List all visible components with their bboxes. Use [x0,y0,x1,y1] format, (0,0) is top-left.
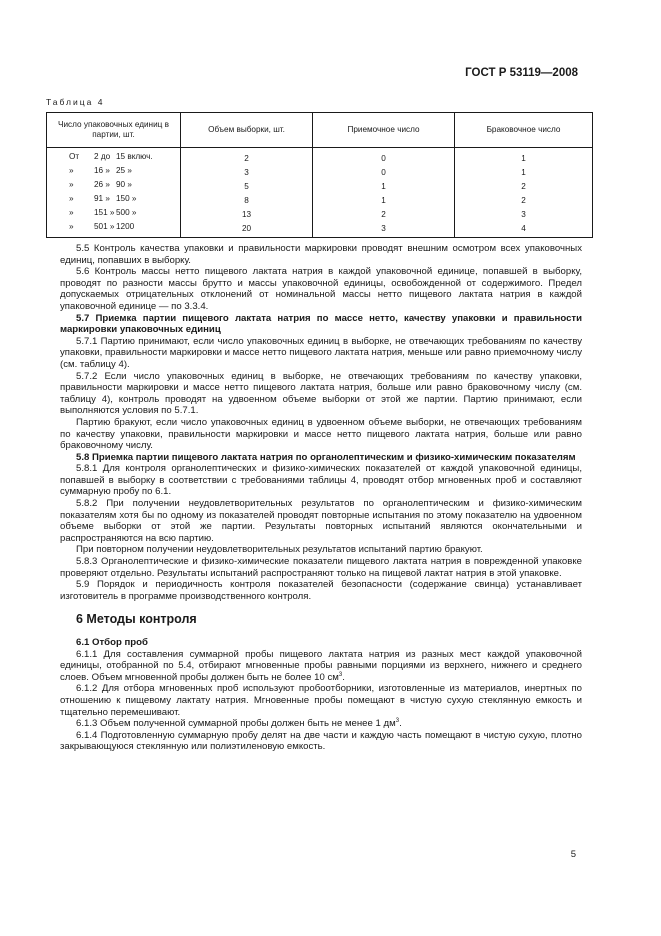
rejection-number-cell: 1 [455,148,593,166]
acceptance-number-cell: 2 [313,207,455,221]
paragraph-6-1-3 [60,718,582,730]
paragraph-6-1-1 [60,649,582,684]
range-part: » [69,166,74,175]
section-6-title: 6 Методы контроля [76,612,197,627]
range-part: » [69,180,74,189]
paragraph-5-7-1: 5.7.1 Партию принимают, если число упаковочных единиц в выборке, не отвечающих требованиям по качеству упаковки, правильности маркировки и массе нетто пищевого лактата натрия, меньше или равно приемочному числу (см. таблицу 4). [60,335,582,370]
lot-size-range [47,193,187,204]
range-part: 501 » [94,222,115,231]
sampling-table [46,112,593,238]
table-row [47,193,593,207]
table-row [47,221,593,238]
acceptance-number-cell: 1 [313,193,455,207]
lot-size-range [47,165,187,176]
range-part: 25 » [116,166,132,175]
col-header-sample-size: Объем выборки, шт. [181,113,313,148]
lot-size-cell [47,221,181,238]
lot-size-cell [47,148,181,166]
paragraph-6-1-3-text: 6.1.3 Объем полученной суммарной пробы должен быть не менее 1 дм [76,718,396,730]
range-part: 1200 [116,222,135,231]
table-row [47,179,593,193]
lot-size-range [47,179,187,190]
sample-size-cell: 5 [181,179,313,193]
paragraph-5-8-3: 5.8.3 Органолептические и физико-химические показатели пищевого лактата натрия в поврежденной упаковке проверяют отдельно. Результаты испытаний распространяют только на пищевой лактат натрия в этой упаковке. [60,556,582,579]
col-header-lot-size: Число упаковочных единиц в партии, шт. [47,113,181,148]
table-caption: Таблица 4 [46,97,105,107]
paragraph-6-1-1-text: 6.1.1 Для составления суммарной пробы пищевого лактата натрия из разных мест каждой упаковочной единицы, отобранной по 5.4, отбирают мгновенные пробы равными порциями из верхнего, нижнего и среднего слоев. Объем мгновенной пробы должен быть не более 10 см [60,648,582,683]
paragraph-5-8-1: 5.8.1 Для контроля органолептических и физико-химических показателей от каждой упаковочной единицы, попавшей в выборку в соответствии с требованиями таблицы 4, проводят отбор мгновенных проб и составляют суммарную пробу по 6.1. [60,463,582,498]
sample-size-cell: 13 [181,207,313,221]
paragraph-end-mark: . [342,671,345,683]
paragraph-5-8-2-reject: При повторном получении неудовлетворительных результатов испытаний партию бракуют. [76,544,483,556]
document-body [60,243,582,753]
table-row [47,207,593,221]
acceptance-number-cell: 3 [313,221,455,238]
paragraph-5-9: 5.9 Порядок и периодичность контроля показателей безопасности (содержание свинца) устанавливает изготовитель в программе производственного контроля. [60,579,582,602]
rejection-number-cell: 2 [455,193,593,207]
range-part: 15 включ. [116,152,153,161]
rejection-number-cell: 1 [455,165,593,179]
paragraph-end-mark: . [399,718,402,730]
acceptance-number-cell: 1 [313,179,455,193]
range-part: » [69,208,74,217]
sample-size-cell: 8 [181,193,313,207]
col-header-rejection-number: Браковочное число [455,113,593,148]
range-part: 2 до [94,152,111,161]
paragraph-5-8-2: 5.8.2 При получении неудовлетворительных результатов по органолептическим и физико-химическим показателям хотя бы по одному из показателей проводят повторные испытания по этому показателю на удвоенном объеме выборки от этой же партии. Результаты повторных испытаний являются окончательными и распространяются на всю партию. [60,498,582,544]
unit-exponent: 3 [338,671,343,678]
range-part: » [69,222,74,231]
col-header-acceptance-number: Приемочное число [313,113,455,148]
heading-6-1: 6.1 Отбор проб [76,637,148,648]
table-header-row [47,113,593,148]
sample-size-cell: 20 [181,221,313,238]
lot-size-cell [47,207,181,221]
paragraph-5-7-2: 5.7.2 Если число упаковочных единиц в выборке, не отвечающих требованиям по качеству упаковки, правильности маркировки и массе нетто пищевого лактата натрия, больше или равно браковочному числу (см. таблицу 4), контроль проводят на удвоенном объеме выборки от этой же партии. Партию принимают, если выполняются условия по 5.7.1. [60,370,582,417]
range-part: 90 » [116,180,132,189]
range-part: 500 » [116,208,137,217]
range-part: 16 » [94,166,110,175]
rejection-number-cell: 3 [455,207,593,221]
sample-size-cell: 2 [181,148,313,166]
range-part: От [69,152,80,161]
table-row [47,165,593,179]
lot-size-cell [47,165,181,179]
heading-5-8: 5.8 Приемка партии пищевого лактата натрия по органолептическим и физико-химическим показателям [76,451,576,463]
range-part: » [69,194,74,203]
lot-size-cell [47,179,181,193]
unit-exponent: 3 [395,717,400,724]
range-part: 151 » [94,208,115,217]
paragraph-6-1-4: 6.1.4 Подготовленную суммарную пробу делят на две части и каждую часть помещают в чистую сухую, плотно закрывающуюся стеклянную или полиэтиленовую емкость. [60,729,582,753]
document-header: ГОСТ Р 53119—2008 [465,67,578,79]
page-number: 5 [570,849,576,860]
acceptance-number-cell: 0 [313,165,455,179]
range-part: 26 » [94,180,110,189]
table-row [47,148,593,166]
lot-size-range [47,221,187,232]
range-part: 150 » [116,194,137,203]
rejection-number-cell: 2 [455,179,593,193]
paragraph-5-7-2-reject: Партию бракуют, если число упаковочных единиц в удвоенном объеме выборки, не отвечающих требованиям по качеству упаковки, правильности маркировки и массе нетто пищевого лактата натрия, больше или равно браковочному числу. [60,416,582,452]
lot-size-range [47,151,187,162]
paragraph-6-1-2: 6.1.2 Для отбора мгновенных проб используют пробоотборники, изготовленные из материалов, инертных по отношению к пищевому лактату натрия. Мгновенные пробы помещают в чистую сухую стеклянную емкость и тщательно перемешивают. [60,683,582,718]
range-part: 91 » [94,194,110,203]
rejection-number-cell: 4 [455,221,593,238]
lot-size-cell [47,193,181,207]
paragraph-5-5: 5.5 Контроль качества упаковки и правильности маркировки проводят внешним осмотром всех упаковочных единиц, попавших в выборку. [60,243,582,266]
acceptance-number-cell: 0 [313,148,455,166]
heading-5-7: 5.7 Приемка партии пищевого лактата натрия по массе нетто, качеству упаковки и правильности маркировки упаковочных единиц [60,312,582,336]
sample-size-cell: 3 [181,165,313,179]
lot-size-range [47,207,187,218]
paragraph-5-6: 5.6 Контроль массы нетто пищевого лактата натрия в каждой упаковочной единице, попавшей в выборку, проводят по разности массы брутто и массы упаковочной единицы, освобожденной от содержимого. Предел допускаемых отрицательных отклонений от номинальной массы нетто пищевого лактата натрия в каждой упаковочной единице — по 3.3.4. [60,266,582,312]
